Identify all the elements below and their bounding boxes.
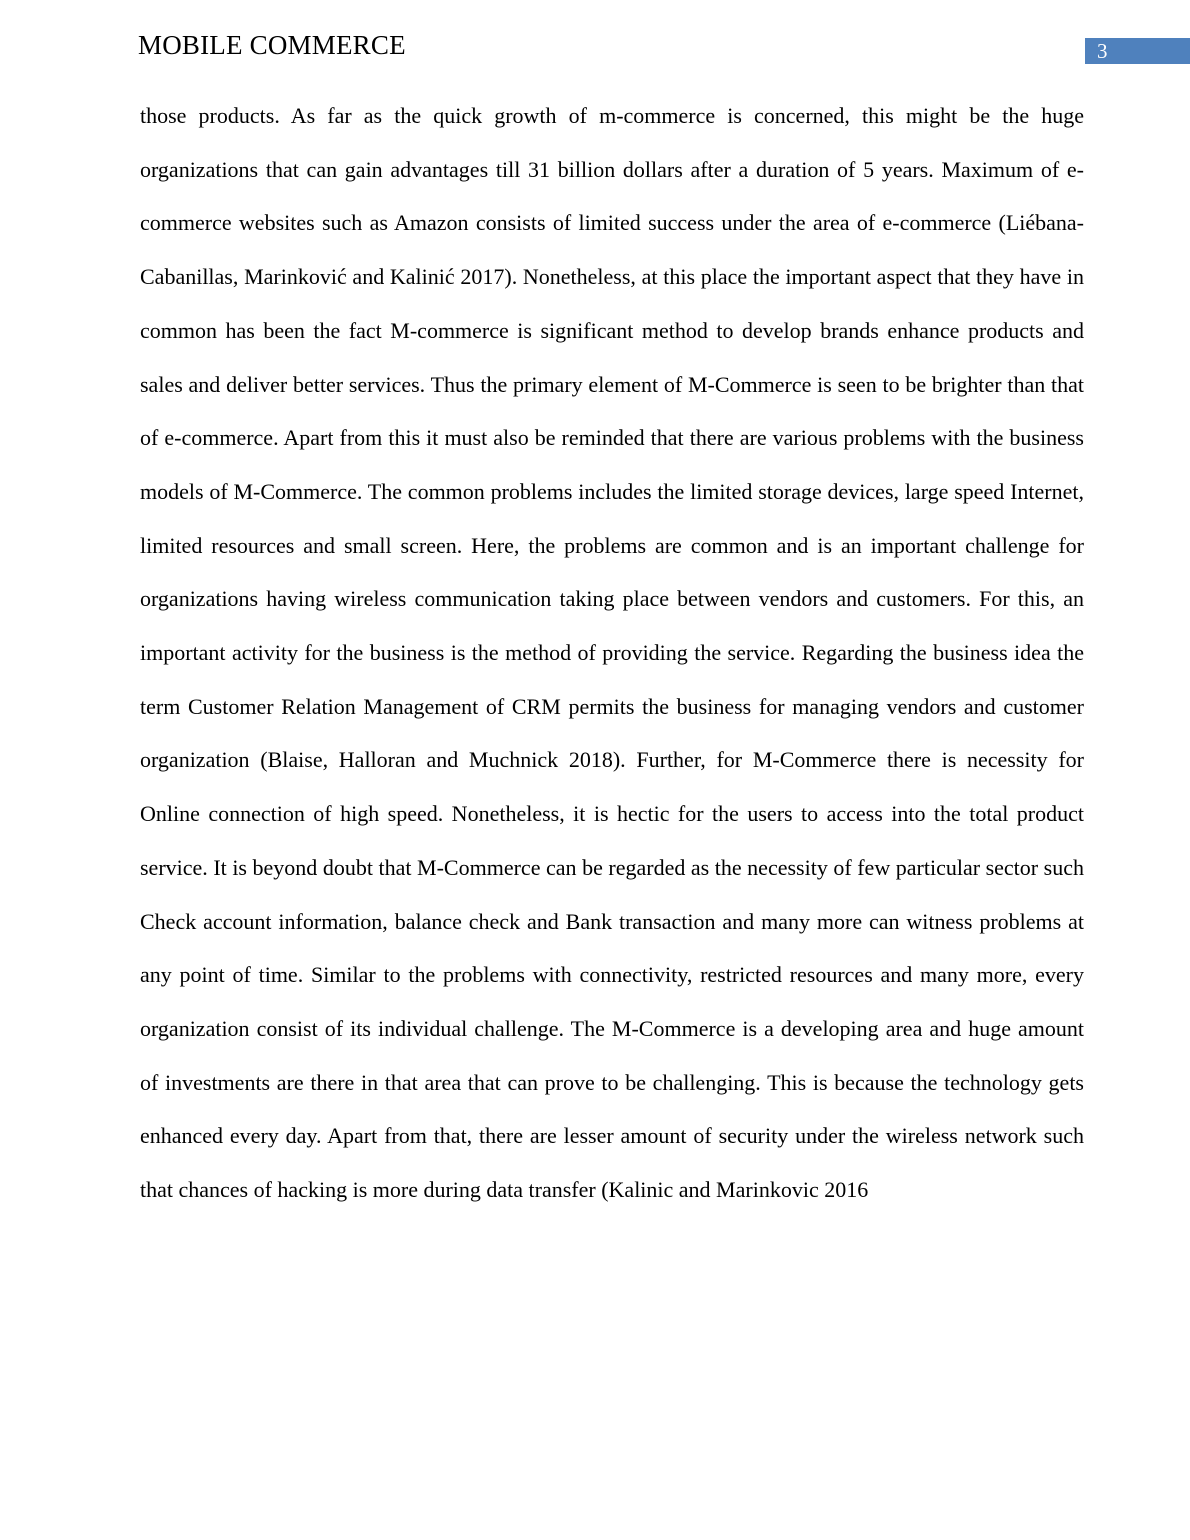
running-head: MOBILE COMMERCE xyxy=(138,30,406,60)
page-header xyxy=(0,0,1190,80)
page-number-box xyxy=(1085,38,1190,64)
page-number: 3 xyxy=(1097,39,1108,63)
body-paragraph: those products. As far as the quick growth of m-commerce is concerned, this might be the huge organizations that can gain advantages till 31 billion dollars after a duration of 5 years. Maximum of e-commerce websites such as Amazon consists of limited success under the area of e-commerce (Liébana-Cabanillas, Marinković and Kalinić 2017). Nonetheless, at this place the important aspect that they have in common has been the fact M-commerce is significant method to develop brands enhance products and sales and deliver better services. Thus the primary element of M-Commerce is seen to be brighter than that of e-commerce. Apart from this it must also be reminded that there are various problems with the business models of M-Commerce. The common problems includes the limited storage devices, large speed Internet, limited resources and small screen. Here, the problems are common and is an important challenge for organizations having wireless communication taking place between vendors and customers. For this, an important activity for the business is the method of providing the service. Regarding the business idea the term Customer Relation Management of CRM permits the business for managing vendors and customer organization (Blaise, Halloran and Muchnick 2018). Further, for M-Commerce there is necessity for Online connection of high speed. Nonetheless, it is hectic for the users to access into the total product service. It is beyond doubt that M-Commerce can be regarded as the necessity of few particular sector such Check account information, balance check and Bank transaction and many more can witness problems at any point of time. Similar to the problems with connectivity, restricted resources and many more, every organization consist of its individual challenge. The M-Commerce is a developing area and huge amount of investments are there in that area that can prove to be challenging. This is because the technology gets enhanced every day. Apart from that, there are lesser amount of security under the wireless network such that chances of hacking is more during data transfer (Kalinic and Marinkovic 2016 xyxy=(140,103,1084,1203)
